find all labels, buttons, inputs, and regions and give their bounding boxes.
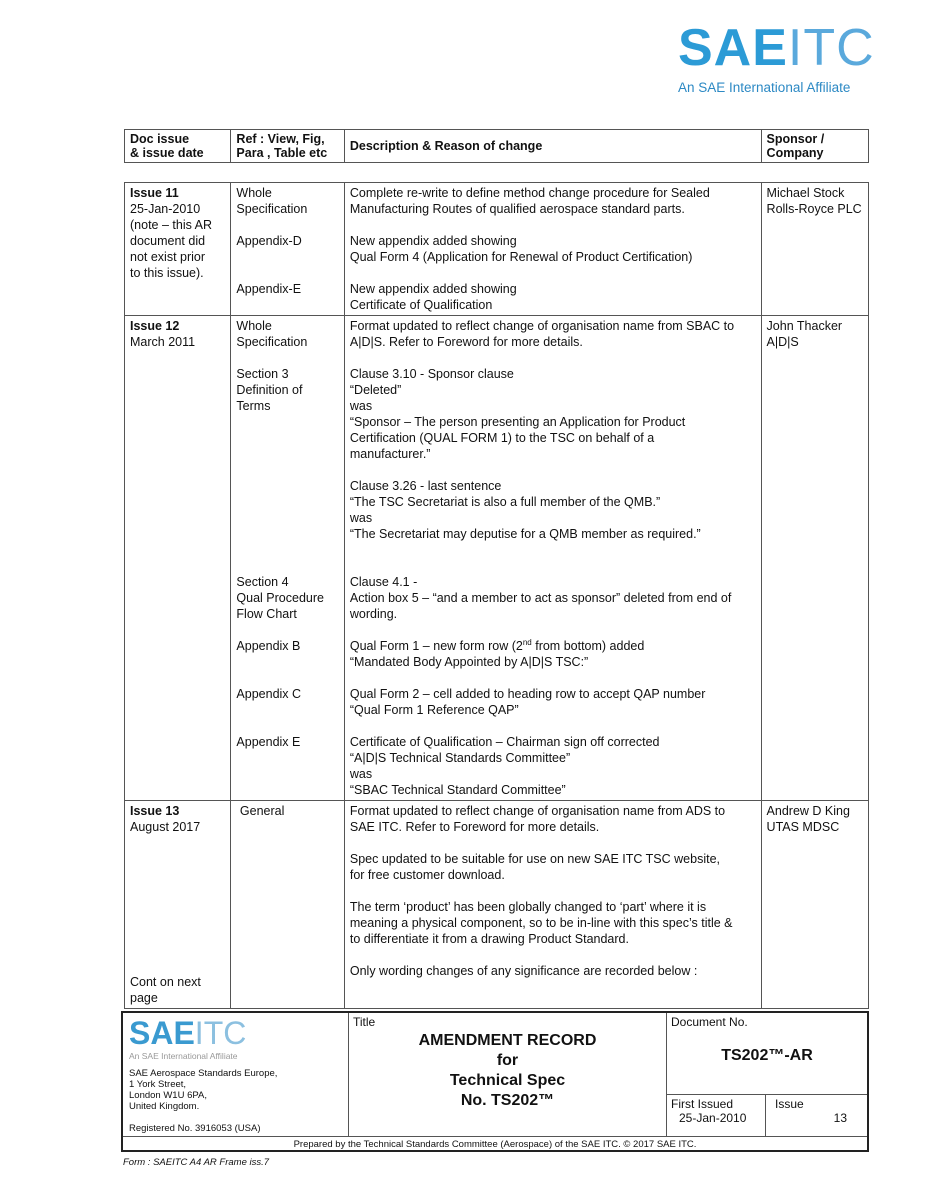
footer-registered: Registered No. 3916053 (USA) (129, 1123, 261, 1134)
issue-date: March 2011 (130, 335, 196, 349)
footer-title-column (349, 1013, 667, 1136)
footer-logo-affiliate: An SAE International Affiliate (129, 1051, 238, 1061)
issue-label: Issue (775, 1097, 804, 1111)
amendment-table (124, 182, 869, 1009)
header-description: Description & Reason of change (344, 130, 761, 163)
title-label: Title (353, 1015, 376, 1029)
superscript-nd: nd (522, 637, 532, 647)
document-no-label: Document No. (671, 1015, 748, 1029)
description-cell (344, 316, 761, 801)
description-text-cont: from bottom) added “Mandated Body Appointed by A|D|S TSC:” Qual Form 2 – cell added to heading row to accept QAP number “Qual Form 1 Reference QAP” Certificate of Qualification – Chairman sign off corrected “A|D|S Technical Standards Committee” was “SBAC Technical Standard Committee” (349, 639, 706, 797)
title-block (121, 1011, 869, 1152)
description-cell: Format updated to reflect change of organisation name from ADS to SAE ITC. Refer to Foreword for more details. Spec updated to be suitable for use on new SAE ITC TSC website, for free customer download. The term ‘product’ has been globally changed to ‘part’ where it is meaning a physical component, so to be in-line with this spec’s title & to differentiate it from a drawing Product Standard. Only wording changes of any significance are recorded below : (344, 801, 761, 1009)
issue-number: 13 (833, 1111, 847, 1125)
table-row-issue-13 (125, 801, 869, 1009)
footer-address: SAE Aerospace Standards Europe, 1 York Street, London W1U 6PA, United Kingdom. (129, 1068, 278, 1112)
header-doc-issue: Doc issue & issue date (125, 130, 231, 163)
prepared-by-line: Prepared by the Technical Standards Committee (Aerospace) of the SAE ITC. © 2017 SAE ITC. (123, 1136, 867, 1152)
column-header-table (124, 129, 869, 163)
footer-document-column (667, 1013, 867, 1136)
footer-logo-column (123, 1013, 349, 1136)
table-row-issue-12 (125, 316, 869, 801)
saeitc-logo (678, 19, 875, 102)
issue-date: 25-Jan-2010 (note – this AR document did not exist prior to this issue). (130, 202, 212, 280)
issue-date: August 2017 (130, 820, 201, 834)
logo-sae-text: SAE (678, 19, 788, 77)
issue-label: Issue 12 (130, 319, 180, 333)
issue-label: Issue 11 (130, 186, 179, 200)
ref-cell: General (231, 801, 344, 1009)
ref-cell: Whole Specification Section 3 Definition of Terms Section 4 Qual Procedure Flow Chart Appendix B Appendix C Appendix E (231, 316, 344, 801)
description-cell: Complete re-write to define method change procedure for Sealed Manufacturing Routes of qualified aerospace standard parts. New appendix added showing Qual Form 4 (Application for Renewal of Product Certification) New appendix added showing Certificate of Qualification (344, 183, 761, 316)
sponsor-cell: John Thacker A|D|S (761, 316, 868, 801)
first-issued-label: First Issued (671, 1097, 734, 1111)
sponsor-cell: Michael Stock Rolls-Royce PLC (761, 183, 868, 316)
continued-note: Cont on next page (130, 975, 201, 1005)
footer-logo: SAEITC (129, 1015, 247, 1051)
header-sponsor: Sponsor / Company (761, 130, 868, 163)
document-number: TS202™-AR (721, 1047, 813, 1064)
logo-itc-text: ITC (787, 19, 875, 77)
description-text: Format updated to reflect change of organisation name from SBAC to A|D|S. Refer to Foreword for more details. Clause 3.10 - Sponsor clause “Deleted” was “Sponsor – The person presenting an Application for Product Certification (QUAL FORM 1) to the TSC on behalf of a manufacturer.” Clause 3.26 - last sentence “The TSC Secretariat is also a full member of the QMB.” was “The Secretariat may deputise for a QMB member as required.” Clause 4.1 - Action box 5 – “and a member to act as sponsor” deleted from end of wording. Qual Form 1 – new form row (2 (349, 319, 735, 653)
first-issued-date: 25-Jan-2010 (679, 1111, 747, 1125)
document-title: AMENDMENT RECORD for Technical Spec No. TS202™ (418, 1032, 597, 1109)
logo-affiliate-text: An SAE International Affiliate (678, 80, 851, 95)
form-reference: Form : SAEITC A4 AR Frame iss.7 (123, 1157, 270, 1168)
sponsor-cell: Andrew D King UTAS MDSC (761, 801, 868, 1009)
table-row-issue-11 (125, 183, 869, 316)
issue-label: Issue 13 (130, 804, 180, 818)
ref-cell: Whole Specification Appendix-D Appendix-E (231, 183, 344, 316)
header-ref: Ref : View, Fig, Para , Table etc (231, 130, 344, 163)
